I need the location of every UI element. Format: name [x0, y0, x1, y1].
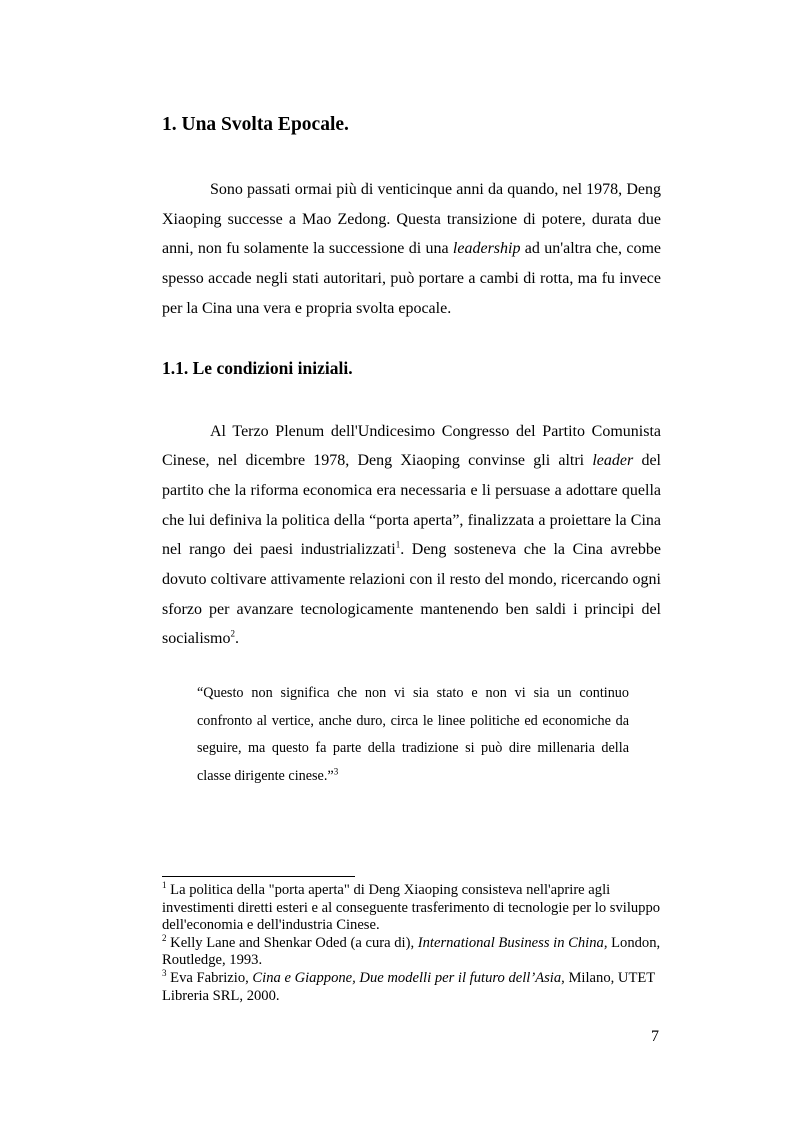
- emphasis-leader: leader: [592, 452, 634, 470]
- footnotes: [162, 882, 661, 1005]
- footnote-1: $^1$ La politica della "porta aperta" di Deng Xiaoping consisteva nell'aprire agli investimenti diretti esteri e al conseguente trasferimento di tecnologie per lo sviluppo dell'economia e dell'industria Cinese.: [162, 880, 661, 934]
- footnote-ref-3[interactable]: 3: [333, 765, 339, 776]
- main-content: [162, 111, 661, 790]
- block-quote: “Questo non significa che non vi sia stato e non vi sia un continuo confronto al vertice, anche duro, circa le linee politiche ed economiche da seguire, ma questo fa parte della tradizione si può dire millenaria della classe dirigente cinese.”$^3$: [197, 685, 629, 784]
- section-heading: 1.1. Le condizioni iniziali.: [162, 357, 353, 378]
- footnote-ref-1[interactable]: 1: [395, 540, 401, 550]
- footnote-divider: [162, 876, 355, 877]
- chapter-heading: 1. Una Svolta Epocale.: [162, 114, 349, 135]
- intro-paragraph: Sono passati ormai più di venticinque anni da quando, nel 1978, Deng Xiaoping successe a Mao Zedong. Questa transizione di potere, durata due anni, non fu solamente la successione di una leadership ad un'altra che, come spesso accade negli stati autoritari, può portare a cambi di rotta, ma fu invece per la Cina una vera e propria svolta epocale.: [162, 181, 661, 317]
- emphasis-leadership: leadership: [452, 240, 521, 258]
- footnote-3: $^3$ Eva Fabrizio, Cina e Giappone, Due modelli per il futuro dell’Asia, Milano, UTET Libreria SRL, 2000.: [162, 968, 655, 1004]
- section-paragraph: Al Terzo Plenum dell'Undicesimo Congresso del Partito Comunista Cinese, nel dicembre 1978, Deng Xiaoping convinse gli altri leader del partito che la riforma economica era necessaria e li persuase a adottare quella che lui definiva la politica della “porta aperta”, finalizzata a proiettare la Cina nel rango dei paesi industrializzati$^1$. Deng sosteneva che la Cina avrebbe dovuto coltivare attivamente relazioni con il resto del mondo, ricercando ogni sforzo per avanzare tecnologicamente mantenendo ben saldi i principi del socialismo$^2$.: [162, 422, 662, 648]
- footnote-2: $^2$ Kelly Lane and Shenkar Oded (a cura di), International Business in China, London, Routledge, 1993.: [162, 932, 661, 969]
- page-number: 7: [651, 1028, 659, 1045]
- footnote-ref-2[interactable]: 2: [230, 629, 235, 640]
